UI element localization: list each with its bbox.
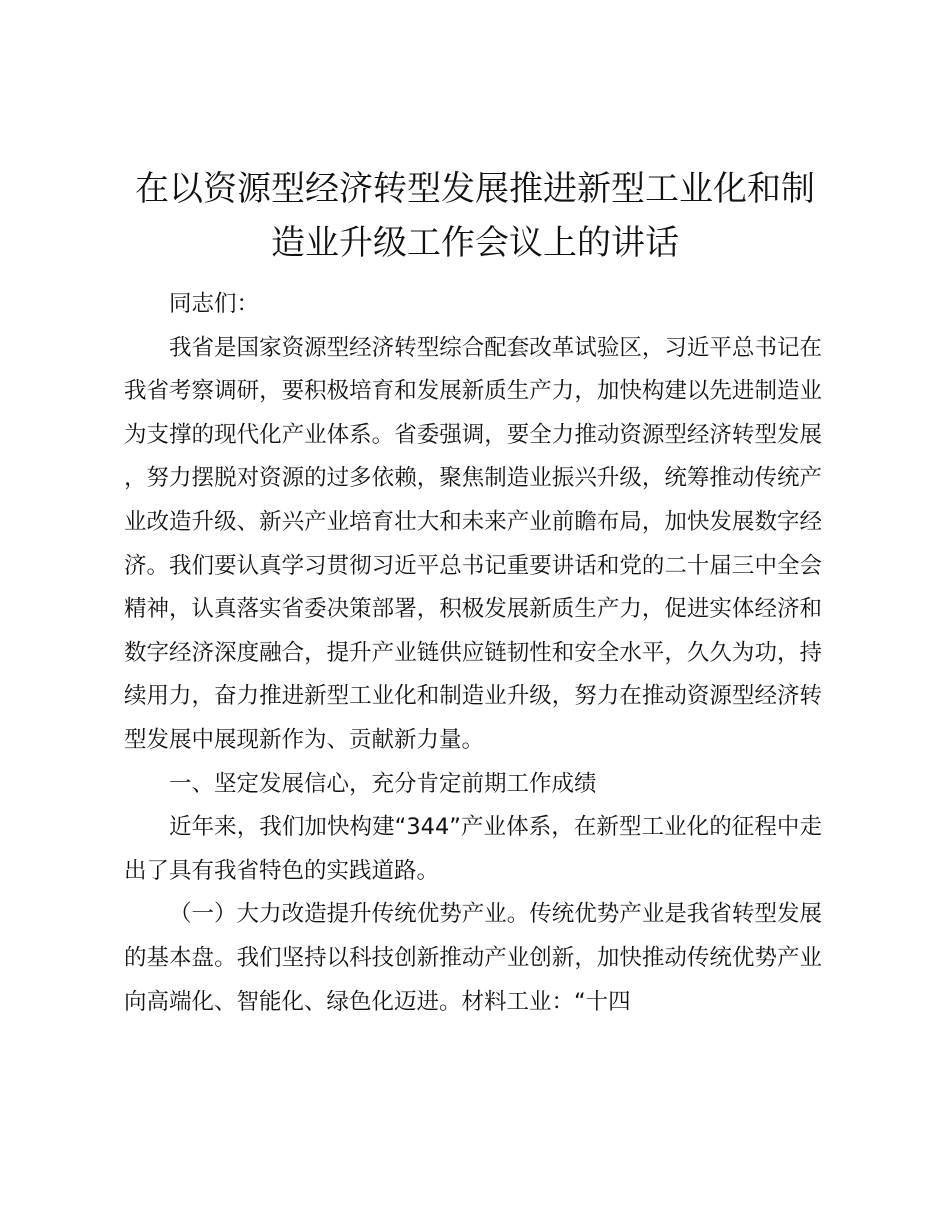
body-paragraph-traditional-industry: （一）大力改造提升传统优势产业。传统优势产业是我省转型发展的基本盘。我们坚持以科技创新推动产业创新，加快推动传统优势产业向高端化、智能化、绿色化迈进。材料工业：“十四: [124, 901, 822, 1015]
section-heading: 一、坚定发展信心，充分肯定前期工作成绩: [169, 770, 597, 797]
salutation: 同志们：: [169, 291, 260, 317]
body-paragraph-overview: 近年来，我们加快构建“344”产业体系，在新型工业化的征程中走出了具有我省特色的实践道路。: [124, 814, 822, 884]
document-title: 在以资源型经济转型发展推进新型工业化和制造业升级工作会议上的讲话: [135, 169, 815, 263]
body-paragraph-intro: 我省是国家资源型经济转型综合配套改革试验区，习近平总书记在我省考察调研，要积极培育和发展新质生产力，加快构建以先进制造业为支撑的现代化产业体系。省委强调，要全力推动资源型经济转型发展，努力摆脱对资源的过多依赖，聚焦制造业振兴升级，统筹推动传统产业改造升级、新兴产业培育壮大和未来产业前瞻布局，加快发展数字经济。我们要认真学习贯彻习近平总书记重要讲话和党的二十届三中全会精神，认真落实省委决策部署，积极发展新质生产力，促进实体经济和数字经济深度融合，提升产业链供应链韧性和安全水平，久久为功，持续用力，奋力推进新型工业化和制造业升级，努力在推动资源型经济转型发展中展现新作为、贡献新力量。: [124, 334, 822, 753]
document-body: [124, 283, 822, 1024]
